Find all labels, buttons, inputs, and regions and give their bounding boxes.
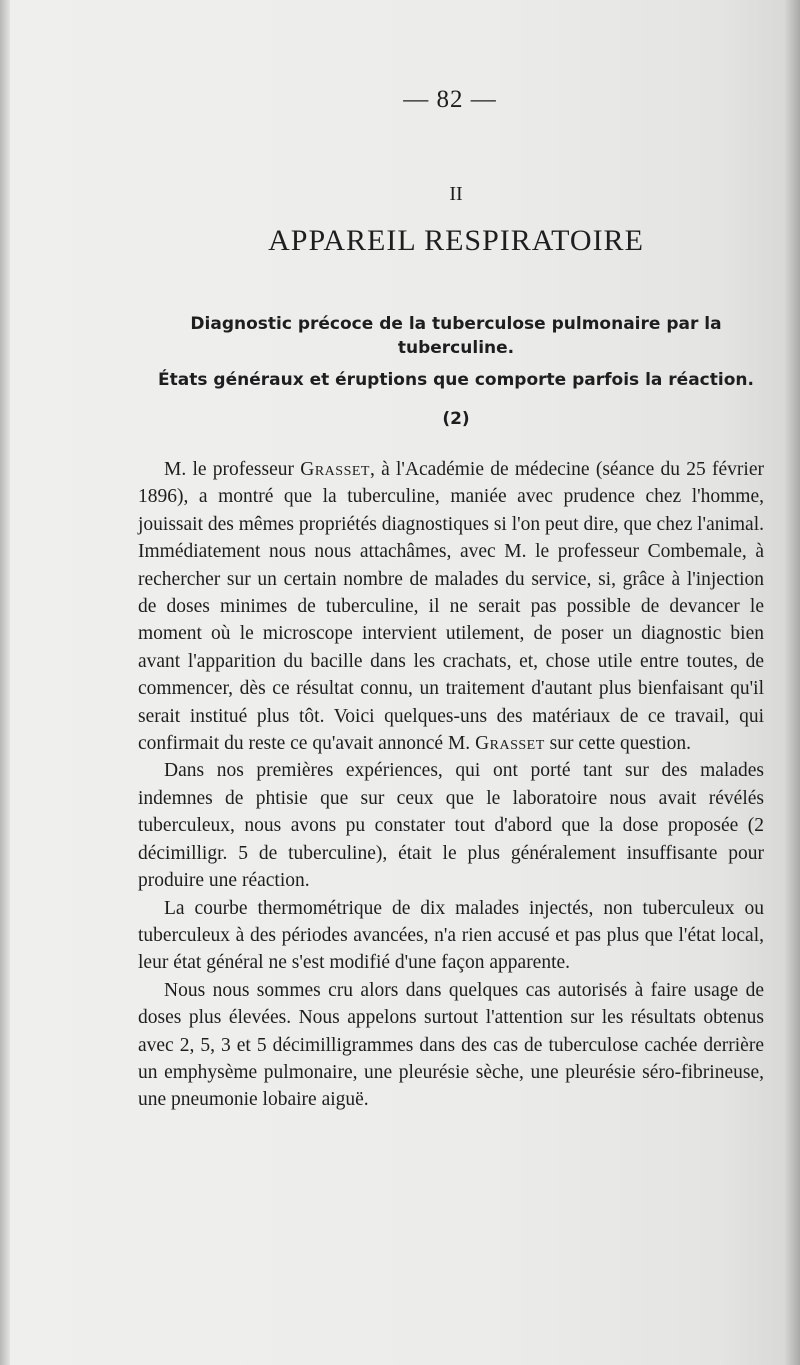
paragraph-2: Dans nos premières expériences, qui ont porté tant sur des malades indemnes de phtisie que sur ceux que le laboratoire nous avait révélés tuberculeux, nous avons pu constater tout d'abord que la dose proposée (2 décimilligr. 5 de tuberculine), était le plus généralement insuffisante pour produire une réaction.	[138, 760, 764, 892]
section-title: APPAREIL RESPIRATOIRE	[268, 224, 644, 257]
page-number: — 82 —	[403, 86, 497, 113]
paragraph-1-part-c: sur cette question.	[544, 733, 691, 755]
paragraph-1	[138, 456, 764, 757]
subtitle-diagnostic: Diagnostic précoce de la tuberculose pulmonaire par la tuberculine.	[190, 314, 722, 358]
paragraph-3: La courbe thermométrique de dix malades injectés, non tuberculeux ou tuberculeux à des périodes avancées, n'a rien accusé et pas plus que l'état local, leur état général ne s'est modifié d'une façon apparente.	[138, 897, 764, 974]
subtitle-etats-generaux: États généraux et éruptions que comporte parfois la réaction.	[158, 370, 754, 390]
author-name-grasset: Grasset	[300, 459, 370, 480]
paragraph-1-part-a: M. le professeur	[164, 459, 301, 480]
author-name-grasset-2: Grasset	[475, 733, 545, 755]
paragraph-1-part-b: , à l'Académie de médecine (séance du 25 février 1896), a montré que la tuberculine, maniée avec prudence chez l'homme, jouissait des mêmes propriétés diagnostiques si l'on peut dire, que chez l'animal. Immédiatement nous nous attachâmes, avec M. le professeur Combemale, à rechercher sur un certain nombre de malades du service, si, grâce à l'injection de doses minimes de tuberculine, il ne serait pas possible de devancer le moment où le microscope intervient utilement, de poser un diagnostic bien avant l'apparition du bacille dans les crachats, et, chose utile entre toutes, de commencer, dès ce résultat connu, un traitement d'autant plus bienfaisant qu'il serait institué plus tôt. Voici quelques-uns des matériaux de ce travail, qui confirmait du reste ce qu'avait annoncé M.	[138, 459, 765, 755]
body-text	[138, 456, 764, 1114]
reference-number: (2)	[442, 409, 470, 429]
section-numeral: II	[449, 183, 463, 205]
paragraph-4: Nous nous sommes cru alors dans quelques cas autorisés à faire usage de doses plus élevées. Nous appelons surtout l'attention sur les résultats obtenus avec 2, 5, 3 et 5 décimilligrammes dans des cas de tuberculose cachée derrière un emphysème pulmonaire, une pleurésie sèche, une pleurésie séro-fibrineuse, une pneumonie lobaire aiguë.	[138, 979, 764, 1111]
